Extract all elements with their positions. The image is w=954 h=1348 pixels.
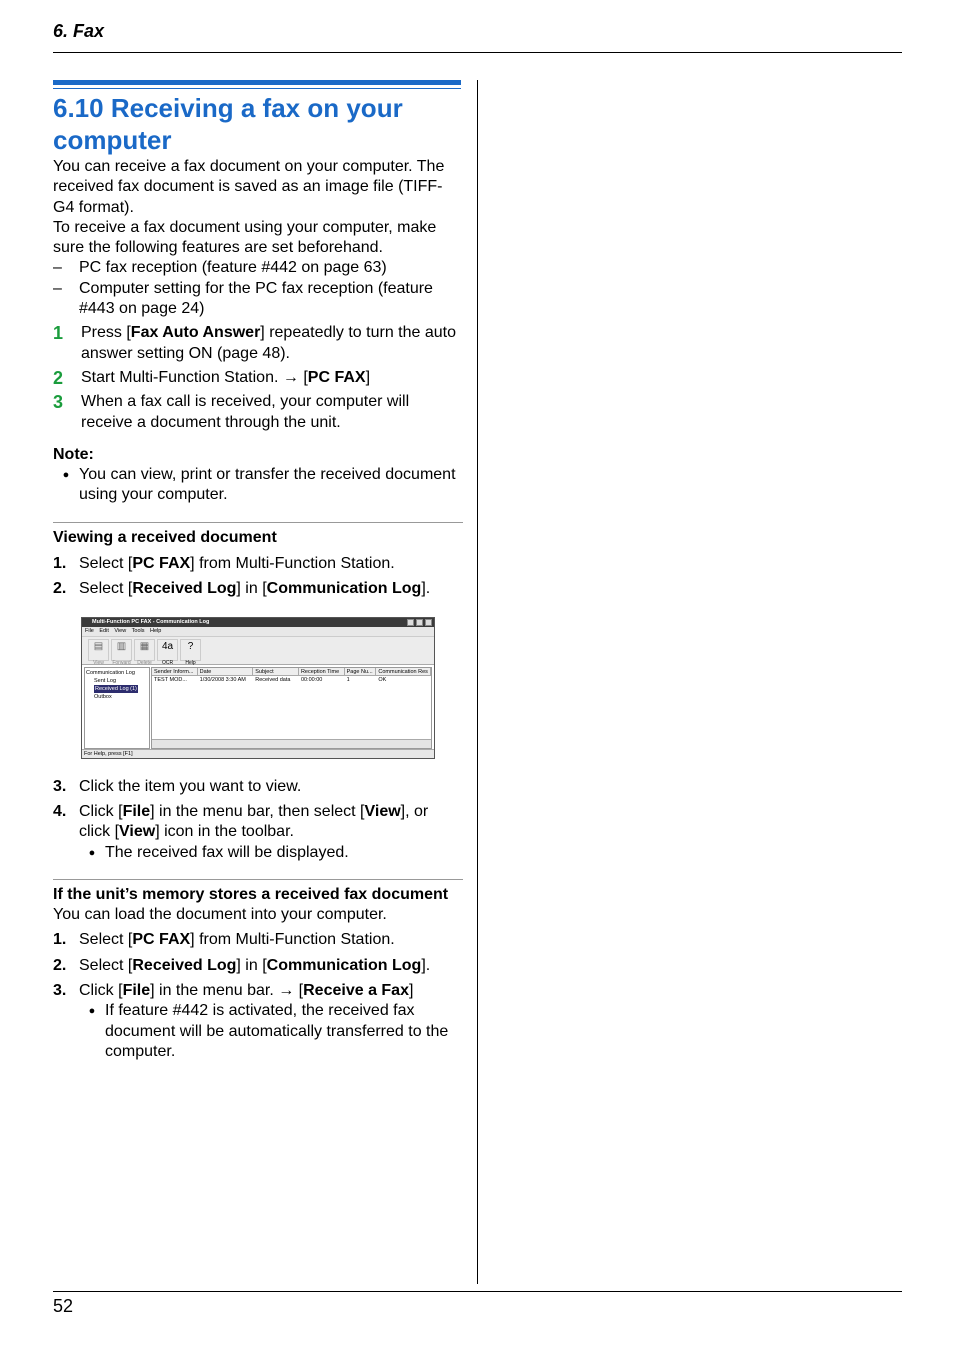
view-step-4-bullet: ● The received fax will be displayed. (53, 843, 463, 863)
step-number: 1 (53, 323, 64, 344)
delete-icon: ▦ (139, 640, 150, 652)
key-label: PC FAX (307, 368, 366, 386)
step-number: 3 (53, 392, 64, 413)
intro-paragraph-2: To receive a fax document using your computer, make sure the following features are set beforehand. (53, 218, 437, 257)
subsection-heading: If the unit’s memory stores a received fax document (53, 885, 449, 903)
tree-item: Outbox (94, 693, 112, 700)
view-toolbar-button: ▤ View (88, 639, 109, 661)
note-bullet (53, 465, 463, 506)
key-label: View (364, 802, 401, 820)
view-step-3: 3. Click the item you want to view. (53, 777, 302, 795)
forward-toolbar-button: ▥ Forward (112, 640, 131, 666)
key-label: Received Log (132, 580, 237, 598)
footer-rule (53, 1291, 902, 1292)
pc-fax-window-screenshot (81, 617, 435, 759)
status-bar: For Help, press [F1] (82, 749, 434, 758)
dash-marker: – (53, 279, 62, 297)
title-bar-thick (53, 80, 461, 85)
key-label: File (122, 802, 151, 820)
tree-item-selected: Received Log (1) (95, 685, 137, 692)
tree-root: Communication Log (86, 669, 135, 676)
step-1 (53, 323, 463, 364)
minimize-icon (407, 619, 414, 626)
key-label: File (122, 982, 151, 1000)
key-label: Receive a Fax (303, 982, 409, 1000)
title-bar-thin (53, 88, 461, 89)
help-toolbar-button: ? Help (180, 639, 201, 661)
intro-paragraph-1: You can receive a fax document on your computer. The received fax document is saved as an image file (TIFF-G4 format). (53, 158, 445, 216)
step-text: When a fax call is received, your computer will receive a document through the unit. (81, 393, 410, 431)
left-column (53, 157, 463, 1062)
forward-icon: ▥ (116, 640, 127, 652)
memory-step-3: 3. Click [File] in the menu bar. → [Receive a Fax] (53, 982, 414, 1000)
key-label: Received Log (132, 956, 237, 974)
step-3 (53, 392, 463, 433)
view-step-1: 1. Select [PC FAX] from Multi-Function Station. (53, 555, 395, 573)
table-row: TEST MOD... 1/30/2008 3:30 AM Received data 00:00:00 1 OK (154, 676, 387, 683)
column-divider (477, 80, 478, 1284)
list-item (53, 279, 463, 320)
list-header: Sender Inform... Date Subject Reception Time Page Nu... Communication Res (152, 668, 431, 676)
key-label: PC FAX (132, 555, 191, 573)
memory-step-2: 2. Select [Received Log] in [Communication Log]. (53, 956, 431, 974)
note-text: You can view, print or transfer the received document using your computer. (79, 466, 456, 504)
chapter-header: 6. Fax (53, 21, 105, 41)
ocr-icon: 4a (161, 640, 174, 652)
memory-intro: You can load the document into your computer. (53, 906, 387, 924)
step-text: Press [Fax Auto Answer] repeatedly to turn the auto answer setting ON (page 48). (81, 324, 456, 362)
list-item-text: PC fax reception (feature #442 on page 63) (79, 259, 387, 277)
horizontal-scrollbar (152, 739, 431, 748)
subsection-heading: Viewing a received document (53, 528, 277, 546)
ocr-toolbar-button: 4a OCR (157, 639, 178, 661)
tree-item: Sent Log (94, 677, 117, 684)
key-label: Communication Log (266, 580, 422, 598)
step-text: Start Multi-Function Station. → [PC FAX] (81, 368, 371, 386)
note-heading: Note: (53, 445, 94, 463)
step-number: 2 (53, 367, 64, 388)
section-title: 6.10 Receiving a fax on your computer (53, 93, 403, 155)
list-item (53, 258, 463, 278)
dash-marker: – (53, 259, 62, 277)
maximize-icon (416, 619, 423, 626)
key-label: Communication Log (266, 956, 422, 974)
menu-bar: File Edit View Tools Help (82, 627, 434, 637)
view-step-4: 4. Click [File] in the menu bar, then select [View], or click [View] icon in the toolbar. (53, 802, 429, 841)
section-divider (53, 522, 463, 523)
window-title: Multi-Function PC FAX - Communication Log (92, 618, 210, 625)
bullet-icon: ● (88, 846, 96, 859)
memory-step-3-bullet: ● If feature #442 is activated, the received fax document will be automatically transferred to the computer. (53, 1001, 463, 1062)
bullet-icon: ● (62, 469, 70, 482)
key-label: PC FAX (132, 931, 191, 949)
bullet-icon: ● (88, 1005, 96, 1018)
view-step-2: 2. Select [Received Log] in [Communication Log]. (53, 580, 431, 598)
view-icon: ▤ (93, 640, 104, 652)
arrow-icon: → (278, 982, 295, 1000)
step-2 (53, 368, 463, 388)
header-rule (53, 52, 902, 53)
close-icon (425, 619, 432, 626)
log-list (151, 667, 432, 749)
delete-toolbar-button: ▦ Delete (134, 639, 155, 661)
list-item-text: Computer setting for the PC fax reception (feature #443 on page 24) (79, 279, 433, 318)
section-divider (53, 879, 463, 880)
key-label: View (119, 823, 156, 841)
arrow-icon: → (282, 368, 299, 386)
page-number: 52 (53, 1296, 74, 1316)
toolbar (82, 637, 434, 665)
window-title-bar (82, 618, 434, 627)
key-label: Fax Auto Answer (130, 324, 261, 342)
log-tree (84, 667, 150, 749)
memory-step-1: 1. Select [PC FAX] from Multi-Function Station. (53, 931, 395, 949)
help-icon: ? (187, 640, 194, 652)
